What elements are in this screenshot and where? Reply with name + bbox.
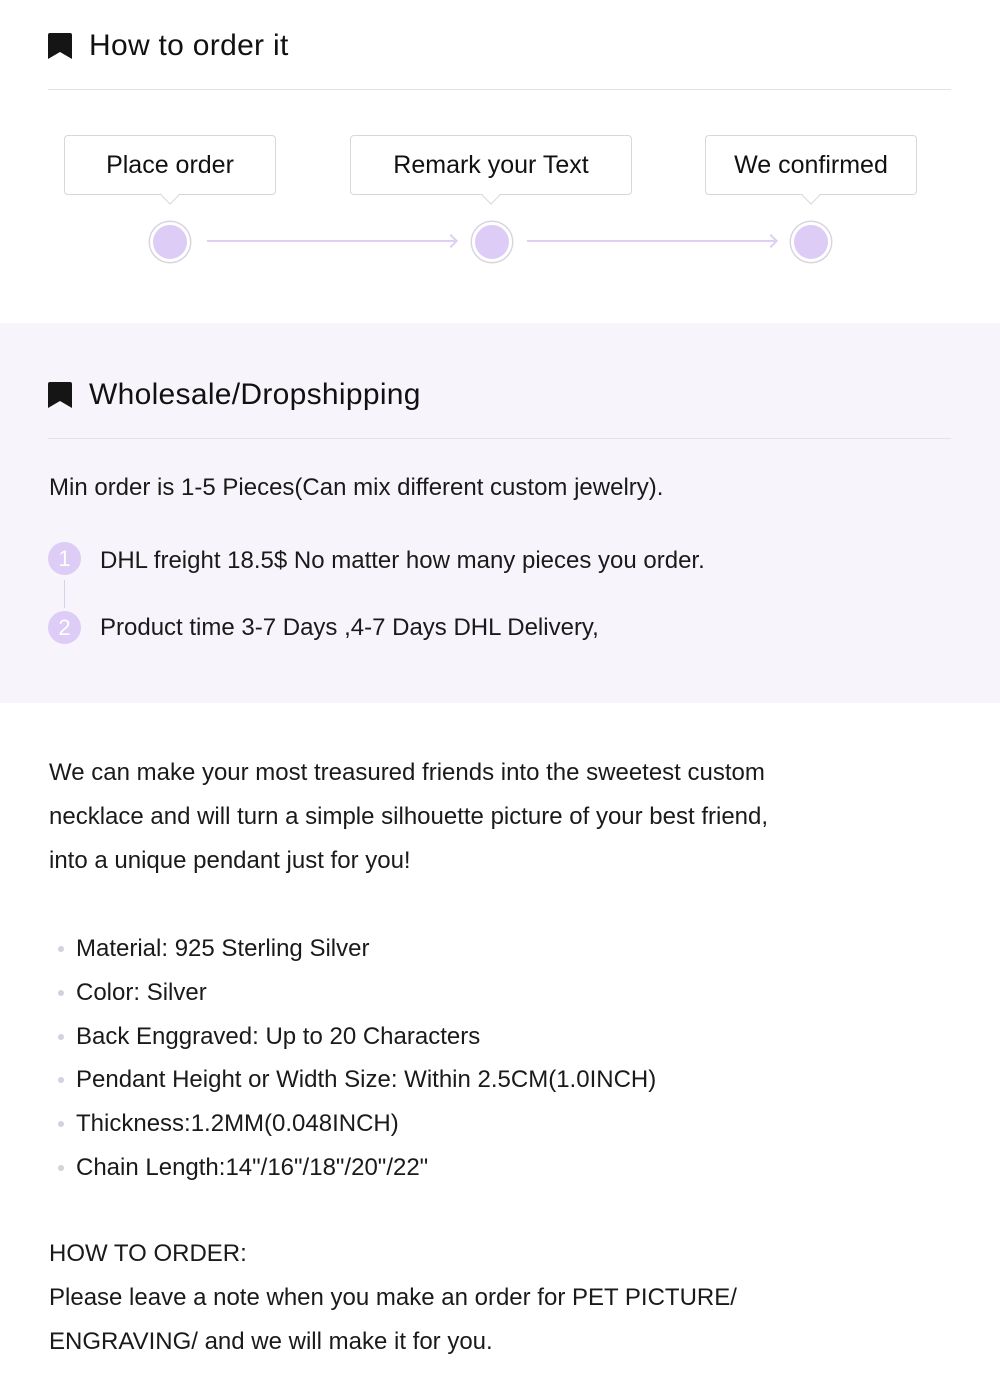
number-badge-1: 1 <box>48 542 81 575</box>
description-paragraph <box>49 751 949 883</box>
how-to-order-heading: HOW TO ORDER: <box>49 1240 247 1267</box>
how-to-order-title <box>48 29 289 63</box>
how-to-order-note <box>49 1232 949 1364</box>
how-to-order-line: Please leave a note when you make an order for PET PICTURE/ <box>49 1284 737 1311</box>
wholesale-item-1: DHL freight 18.5$ No matter how many pieces you order. <box>100 547 705 574</box>
bullet-dot-icon <box>58 1121 64 1127</box>
wholesale-title <box>48 378 421 412</box>
spec-text: Chain Length:14"/16"/18"/20"/22" <box>76 1153 429 1181</box>
bullet-dot-icon <box>58 1165 64 1171</box>
step-label: We confirmed <box>734 150 888 179</box>
spec-item <box>58 1146 656 1190</box>
spec-item <box>58 1015 656 1059</box>
description-line: into a unique pendant just for you! <box>49 847 411 874</box>
spec-list <box>58 927 656 1190</box>
spec-item <box>58 971 656 1015</box>
description-line: We can make your most treasured friends into the sweetest custom <box>49 759 765 786</box>
number-connector <box>64 580 65 608</box>
number-badge-2: 2 <box>48 611 81 644</box>
how-to-order-section <box>0 0 1000 323</box>
wholesale-item-2: Product time 3-7 Days ,4-7 Days DHL Delivery, <box>100 614 599 641</box>
step-dot-2 <box>472 222 512 262</box>
description-line: necklace and will turn a simple silhouette picture of your best friend, <box>49 803 769 830</box>
spec-item <box>58 927 656 971</box>
section-title-text: Wholesale/Dropshipping <box>89 378 421 411</box>
how-to-order-line: ENGRAVING/ and we will make it for you. <box>49 1328 493 1355</box>
spec-text: Pendant Height or Width Size: Within 2.5CM(1.0INCH) <box>76 1066 657 1094</box>
spec-text: Back Enggraved: Up to 20 Characters <box>76 1022 481 1050</box>
section-title-text: How to order it <box>89 29 289 62</box>
step-dot-3 <box>791 222 831 262</box>
wholesale-section <box>0 323 1000 703</box>
step-remark-text <box>350 135 632 195</box>
step-label: Remark your Text <box>393 150 589 179</box>
spec-text: Material: 925 Sterling Silver <box>76 935 370 962</box>
bullet-dot-icon <box>58 1077 64 1083</box>
spec-item <box>58 1102 656 1146</box>
section-divider <box>48 89 951 90</box>
bookmark-icon <box>48 33 72 59</box>
step-arrow-1 <box>207 240 455 242</box>
spec-text: Thickness:1.2MM(0.048INCH) <box>76 1110 399 1138</box>
section-divider <box>48 438 951 439</box>
step-dot-1 <box>150 222 190 262</box>
min-order-text: Min order is 1-5 Pieces(Can mix different custom jewelry). <box>49 474 664 501</box>
step-label: Place order <box>106 150 234 179</box>
bullet-dot-icon <box>58 990 64 996</box>
bullet-dot-icon <box>58 946 64 952</box>
spec-text: Color: Silver <box>76 978 207 1006</box>
step-place-order <box>64 135 276 195</box>
bookmark-icon <box>48 382 72 408</box>
step-arrow-2 <box>527 240 775 242</box>
step-we-confirmed <box>705 135 917 195</box>
bullet-dot-icon <box>58 1034 64 1040</box>
spec-item <box>58 1058 656 1102</box>
